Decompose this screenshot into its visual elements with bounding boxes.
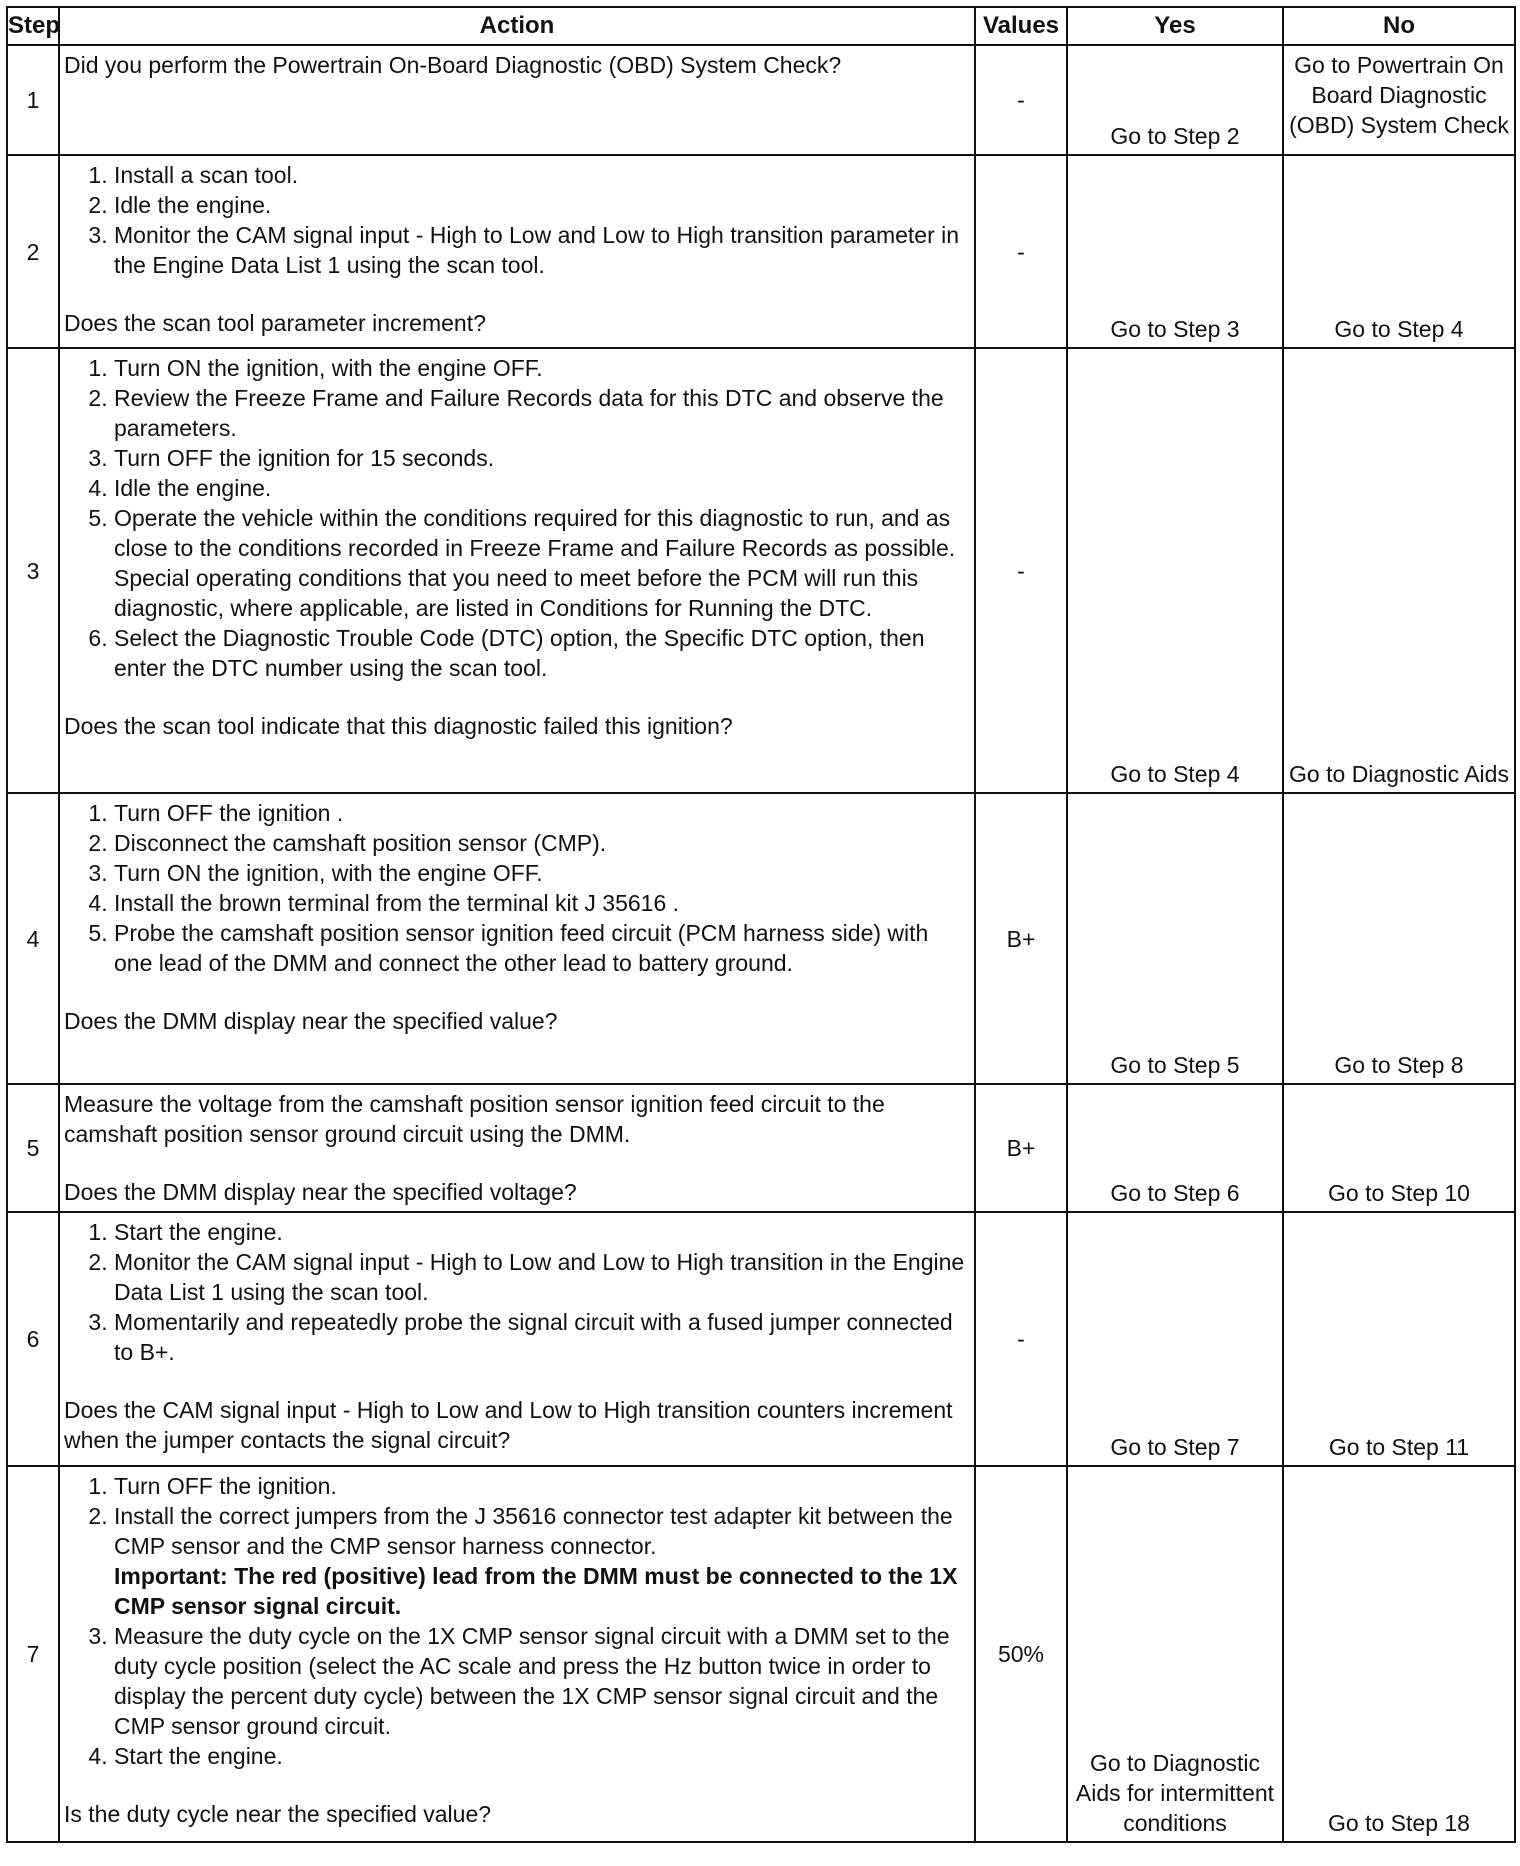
- action-item: 4. Install the brown terminal from the terminal kit J 35616 .: [114, 888, 968, 918]
- table-row: [7, 1212, 1515, 1466]
- action-item: 4. Start the engine.: [114, 1741, 968, 1771]
- diagnostic-table: [6, 6, 1516, 1843]
- action-item: 4. Idle the engine.: [114, 473, 968, 503]
- header-values: Values: [975, 7, 1067, 45]
- table-row: [7, 45, 1515, 155]
- value-cell: B+: [975, 793, 1067, 1084]
- action-item: 1. Turn OFF the ignition.: [114, 1471, 968, 1501]
- yes-cell: Go to Step 6: [1067, 1084, 1283, 1212]
- action-item: 3. Measure the duty cycle on the 1X CMP sensor signal circuit with a DMM set to the duty cycle position (select the AC scale and press the Hz button twice in order to display the percent duty cycle) between the 1X CMP sensor signal circuit and the CMP sensor ground circuit.: [114, 1621, 968, 1741]
- value-cell: B+: [975, 1084, 1067, 1212]
- action-item: 2. Idle the engine.: [114, 190, 968, 220]
- action-cell: [59, 45, 975, 155]
- yes-cell: Go to Step 7: [1067, 1212, 1283, 1466]
- value-cell: -: [975, 1212, 1067, 1466]
- step-number: 3: [7, 348, 59, 793]
- no-cell: Go to Powertrain On Board Diagnostic (OBD) System Check: [1283, 45, 1515, 155]
- action-item: 2. Monitor the CAM signal input - High to Low and Low to High transition in the Engine Data List 1 using the scan tool.: [114, 1247, 968, 1307]
- action-item: 1. Turn OFF the ignition .: [114, 798, 968, 828]
- action-steps: [64, 1217, 968, 1367]
- action-intro: Measure the voltage from the camshaft position sensor ignition feed circuit to the camshaft position sensor ground circuit using the DMM.: [64, 1091, 885, 1147]
- table-row: [7, 793, 1515, 1084]
- action-question: Does the DMM display near the specified voltage?: [64, 1179, 577, 1205]
- step-number: 5: [7, 1084, 59, 1212]
- action-item: 3. Turn OFF the ignition for 15 seconds.: [114, 443, 968, 473]
- action-item: 2. Review the Freeze Frame and Failure Records data for this DTC and observe the parameters.: [114, 383, 968, 443]
- step-number: 4: [7, 793, 59, 1084]
- step-number: 7: [7, 1466, 59, 1842]
- action-steps: [64, 798, 968, 978]
- action-item: [114, 1501, 968, 1621]
- action-cell: [59, 793, 975, 1084]
- table-row: [7, 1084, 1515, 1212]
- header-action: Action: [59, 7, 975, 45]
- value-cell: -: [975, 155, 1067, 348]
- action-item: 6. Select the Diagnostic Trouble Code (DTC) option, the Specific DTC option, then enter the DTC number using the scan tool.: [114, 623, 968, 683]
- action-steps: [64, 1471, 968, 1771]
- action-steps: [64, 353, 968, 683]
- yes-cell: Go to Step 5: [1067, 793, 1283, 1084]
- value-cell: -: [975, 45, 1067, 155]
- no-cell: Go to Step 8: [1283, 793, 1515, 1084]
- important-note: Important: The red (positive) lead from the DMM must be connected to the 1X CMP sensor signal circuit.: [114, 1563, 958, 1619]
- no-cell: Go to Step 11: [1283, 1212, 1515, 1466]
- action-cell: [59, 1212, 975, 1466]
- action-question: Does the CAM signal input - High to Low and Low to High transition counters increment when the jumper contacts the signal circuit?: [64, 1397, 953, 1453]
- action-intro: Did you perform the Powertrain On-Board Diagnostic (OBD) System Check?: [64, 52, 842, 78]
- value-cell: -: [975, 348, 1067, 793]
- action-question: Does the scan tool indicate that this diagnostic failed this ignition?: [64, 713, 733, 739]
- action-steps: [64, 160, 968, 280]
- step-number: 2: [7, 155, 59, 348]
- yes-cell: Go to Step 4: [1067, 348, 1283, 793]
- no-cell: Go to Diagnostic Aids: [1283, 348, 1515, 793]
- action-question: Does the scan tool parameter increment?: [64, 310, 486, 336]
- action-item: 3. Monitor the CAM signal input - High to Low and Low to High transition parameter in the Engine Data List 1 using the scan tool.: [114, 220, 968, 280]
- action-item-text: Install the correct jumpers from the J 35616 connector test adapter kit between the CMP sensor and the CMP sensor harness connector.: [114, 1503, 953, 1559]
- action-cell: [59, 1084, 975, 1212]
- header-step: Step: [7, 7, 59, 45]
- action-cell: [59, 1466, 975, 1842]
- header-yes: Yes: [1067, 7, 1283, 45]
- action-item: 1. Start the engine.: [114, 1217, 968, 1247]
- no-cell: Go to Step 18: [1283, 1466, 1515, 1842]
- action-item: 1. Turn ON the ignition, with the engine OFF.: [114, 353, 968, 383]
- action-question: Does the DMM display near the specified value?: [64, 1008, 558, 1034]
- action-cell: [59, 155, 975, 348]
- action-item: 2. Disconnect the camshaft position sensor (CMP).: [114, 828, 968, 858]
- no-cell: Go to Step 10: [1283, 1084, 1515, 1212]
- step-number: 1: [7, 45, 59, 155]
- step-number: 6: [7, 1212, 59, 1466]
- action-question: Is the duty cycle near the specified value?: [64, 1801, 492, 1827]
- yes-cell: Go to Diagnostic Aids for intermittent conditions: [1067, 1466, 1283, 1842]
- action-cell: [59, 348, 975, 793]
- action-item: 1. Install a scan tool.: [114, 160, 968, 190]
- value-cell: 50%: [975, 1466, 1067, 1842]
- header-row: [7, 7, 1515, 45]
- table-row: [7, 348, 1515, 793]
- table-row: [7, 155, 1515, 348]
- action-item: 5. Probe the camshaft position sensor ignition feed circuit (PCM harness side) with one lead of the DMM and connect the other lead to battery ground.: [114, 918, 968, 978]
- no-cell: Go to Step 4: [1283, 155, 1515, 348]
- header-no: No: [1283, 7, 1515, 45]
- yes-cell: Go to Step 3: [1067, 155, 1283, 348]
- action-item: 3. Momentarily and repeatedly probe the signal circuit with a fused jumper connected to B+.: [114, 1307, 968, 1367]
- yes-cell: Go to Step 2: [1067, 45, 1283, 155]
- table-row: [7, 1466, 1515, 1842]
- action-item: 5. Operate the vehicle within the conditions required for this diagnostic to run, and as close to the conditions recorded in Freeze Frame and Failure Records as possible. Special operating conditions that you need to meet before the PCM will run this diagnostic, where applicable, are listed in Conditions for Running the DTC.: [114, 503, 968, 623]
- action-item: 3. Turn ON the ignition, with the engine OFF.: [114, 858, 968, 888]
